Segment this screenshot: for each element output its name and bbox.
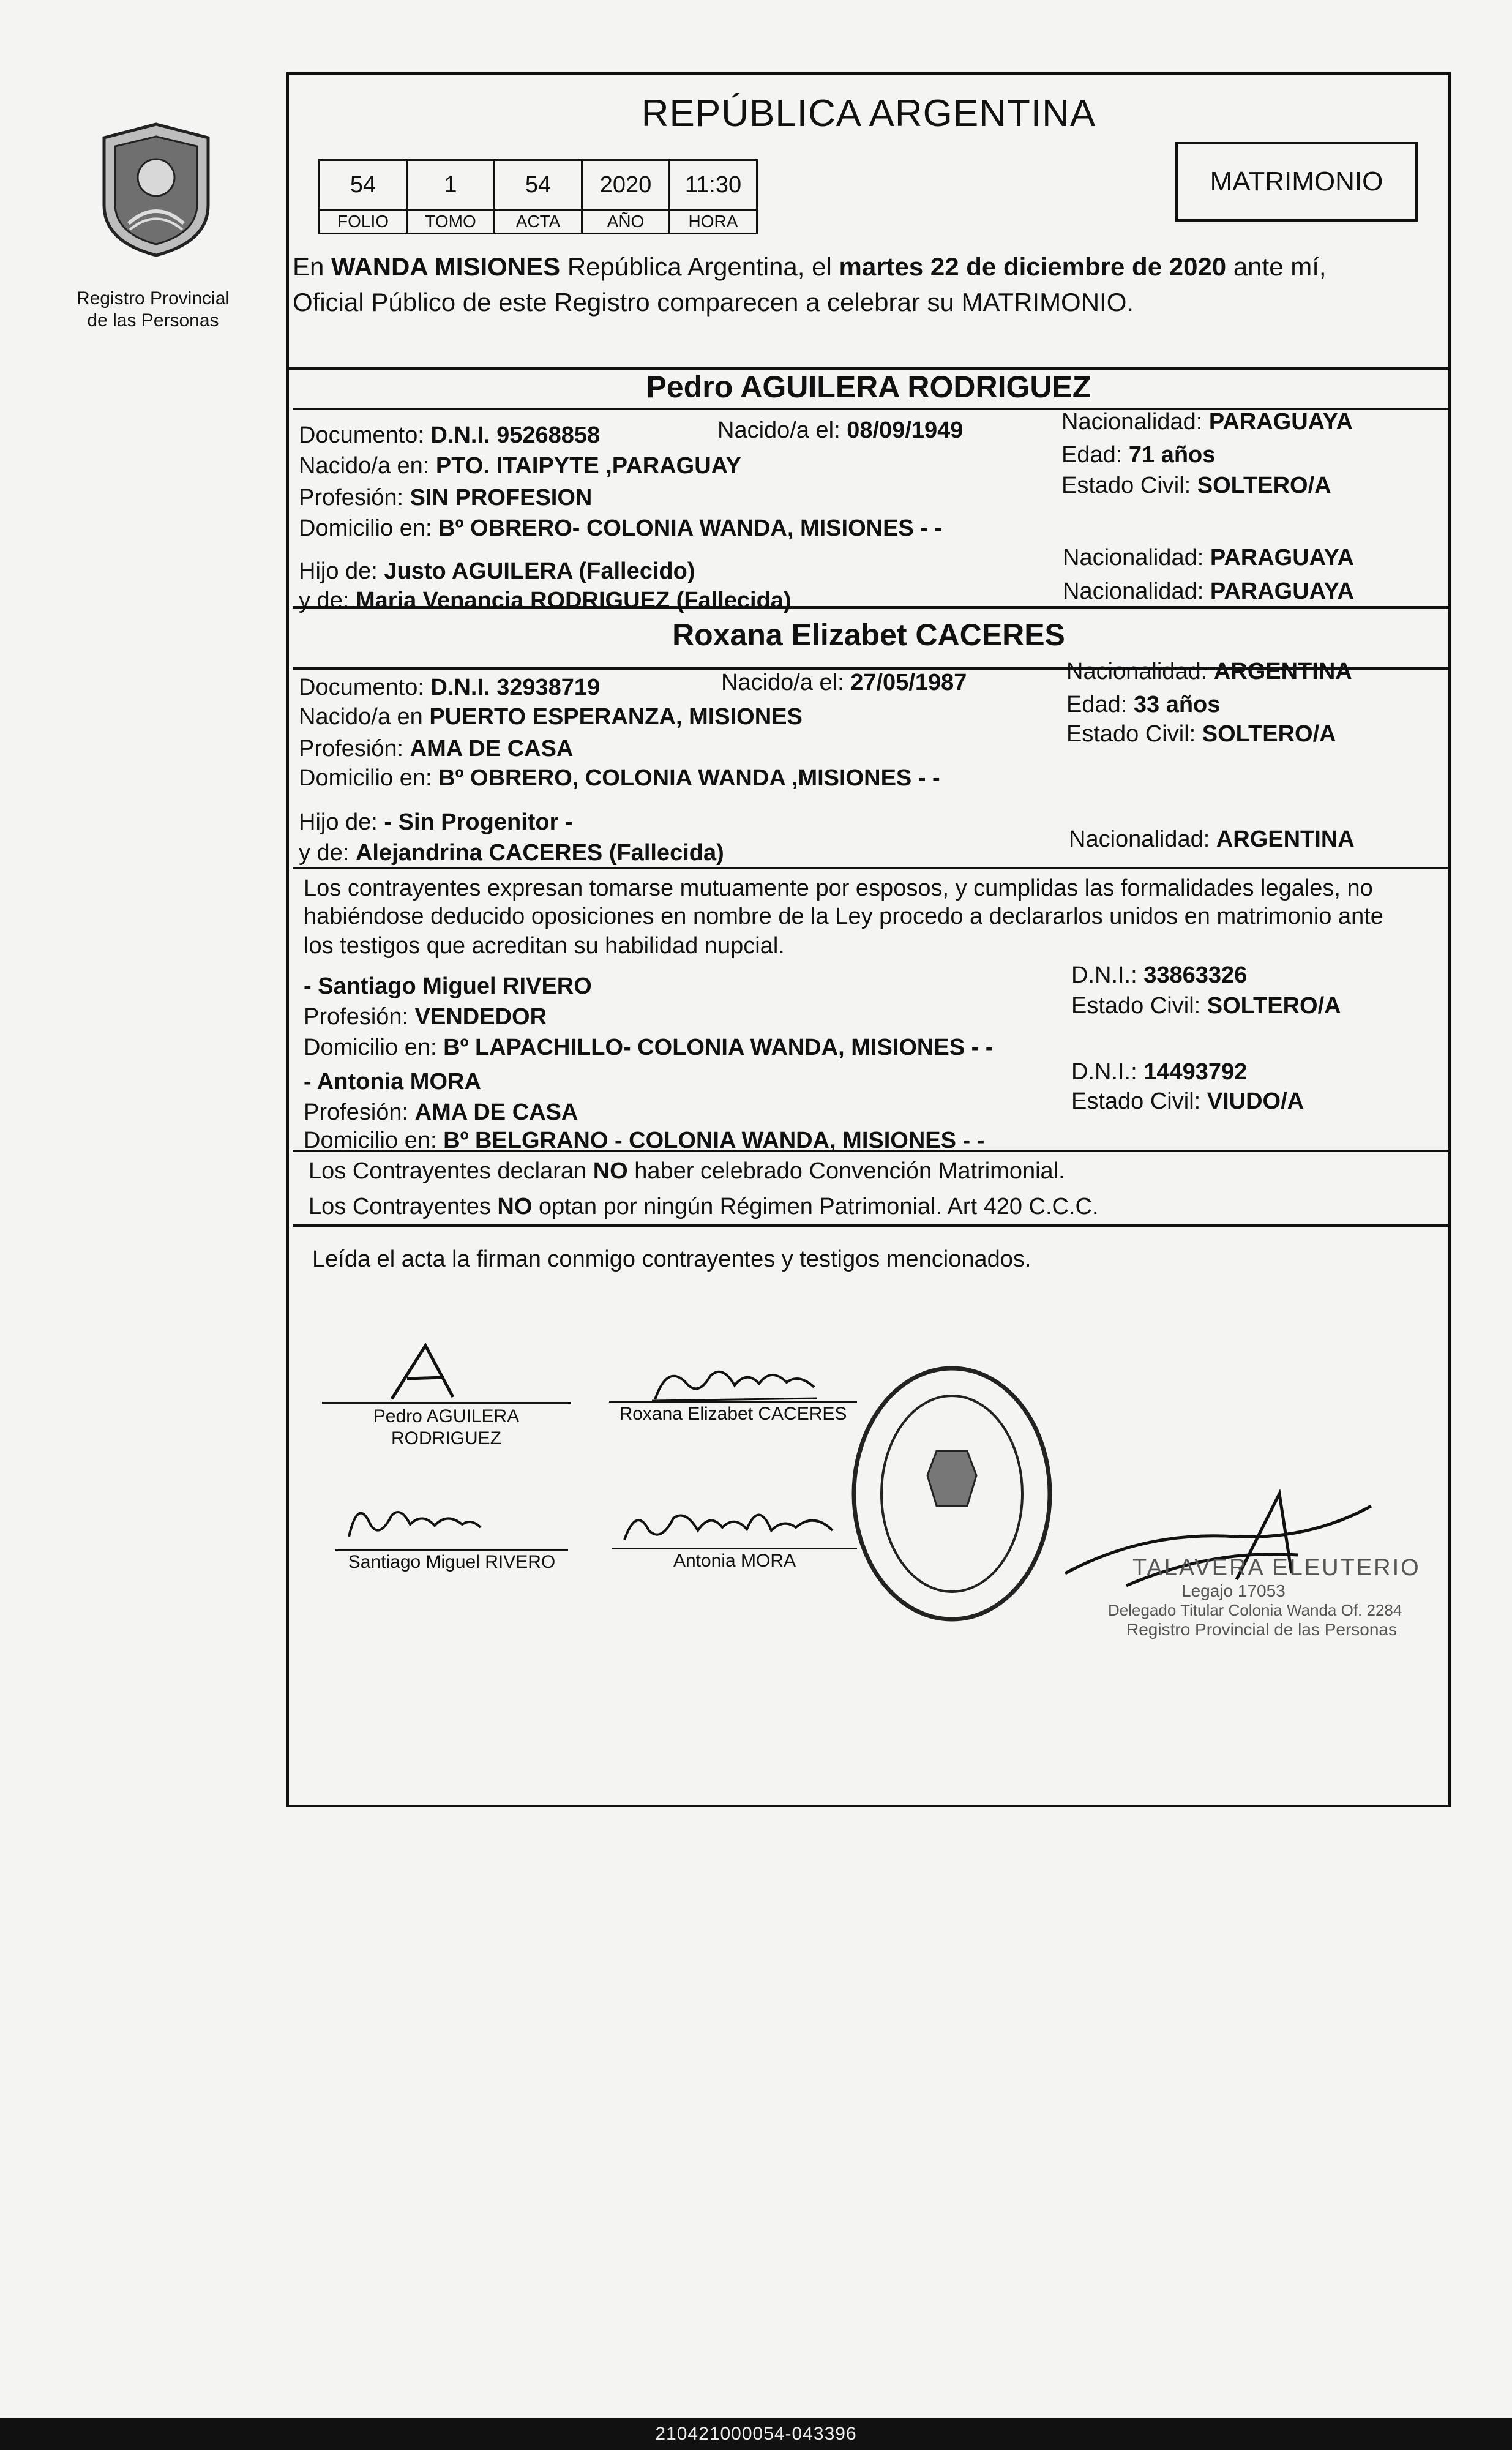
declaration-line2: habiéndose deducido oposiciones en nombre de la Ley procedo a declararlos unidos en matrimonio ante — [304, 904, 1383, 929]
divider — [293, 606, 1451, 609]
regime-line2 — [309, 1194, 1099, 1220]
value: Bº OBRERO, COLONIA WANDA ,MISIONES - - — [438, 765, 940, 791]
witness1-address — [304, 1035, 993, 1061]
value: SIN PROFESION — [410, 485, 593, 511]
label: Domicilio en: — [299, 515, 439, 541]
closing-statement: Leída el acta la firman conmigo contrayentes y testigos mencionados. — [312, 1246, 1031, 1272]
witness1-name: - Santiago Miguel RIVERO — [304, 973, 592, 999]
hour-label: HORA — [670, 210, 757, 234]
sig-name-line: RODRIGUEZ — [391, 1428, 501, 1448]
official-round-stamp — [845, 1359, 1059, 1628]
witness2-civil-status — [1071, 1088, 1304, 1115]
label: Nacido/a el: — [721, 670, 851, 695]
label: Nacionalidad: — [1069, 826, 1216, 852]
value: VENDEDOR — [414, 1004, 547, 1030]
value: Bº BELGRANO - COLONIA WANDA, MISIONES - - — [443, 1128, 985, 1153]
witness2-profession — [304, 1100, 578, 1126]
value: D.N.I. 32938719 — [430, 675, 601, 700]
label: Nacionalidad: — [1061, 409, 1209, 435]
spouse2-document — [299, 675, 600, 701]
spouse1-civil-status — [1061, 473, 1331, 499]
spouse1-mother-nationality — [1063, 579, 1354, 605]
label: y de: — [299, 840, 356, 866]
witness2-dni — [1071, 1059, 1247, 1085]
spouse2-birthdate — [721, 670, 967, 696]
value: AMA DE CASA — [410, 736, 574, 762]
intro-line2: Oficial Público de este Registro comparecen a celebrar su MATRIMONIO. — [293, 288, 1134, 317]
signature-line — [612, 1548, 857, 1549]
document-barcode-number: 210421000054-043396 — [655, 2424, 857, 2444]
label: Domicilio en: — [304, 1035, 444, 1060]
witness1-civil-status — [1071, 993, 1341, 1019]
emblem-caption-line1: Registro Provincial — [76, 288, 230, 309]
text: Los Contrayentes declaran — [309, 1158, 593, 1184]
intro-text-b: República Argentina, el — [560, 252, 839, 281]
label: Estado Civil: — [1061, 473, 1197, 498]
emblem-caption — [61, 288, 245, 332]
intro-line1 — [293, 250, 1327, 284]
spouse2-address — [299, 765, 940, 792]
value: PTO. ITAIPYTE ,PARAGUAY — [435, 453, 741, 479]
spouse1-age — [1061, 442, 1215, 468]
value: D.N.I. 95268858 — [430, 422, 601, 448]
spouse1-profession — [299, 485, 592, 511]
spouse2-profession — [299, 736, 573, 762]
value: AMA DE CASA — [414, 1100, 578, 1125]
label: Domicilio en: — [304, 1128, 444, 1153]
spouse2-name: Roxana Elizabet CACERES — [672, 618, 1065, 652]
spouse2-mother-nationality — [1069, 826, 1355, 853]
label: Documento: — [299, 675, 431, 700]
value: 08/09/1949 — [847, 418, 964, 443]
signature-scribble-4 — [618, 1494, 839, 1549]
value: Justo AGUILERA (Fallecido) — [384, 558, 695, 584]
signature-name-2: Roxana Elizabet CACERES — [619, 1404, 847, 1424]
value: Maria Venancia RODRIGUEZ (Fallecida) — [355, 588, 792, 613]
value: PARAGUAYA — [1208, 409, 1353, 435]
spouse1-birthplace — [299, 453, 741, 479]
value: PARAGUAYA — [1210, 545, 1354, 571]
spouse2-age — [1066, 692, 1220, 718]
label: Documento: — [299, 422, 431, 448]
value: 27/05/1987 — [850, 670, 967, 695]
value: PARAGUAYA — [1210, 579, 1354, 604]
label: Nacionalidad: — [1063, 579, 1210, 604]
spouse2-birthplace — [299, 704, 803, 730]
spouse2-father — [299, 809, 573, 836]
spouse1-mother — [299, 588, 792, 614]
year-value: 2020 — [582, 160, 670, 210]
year-label: AÑO — [582, 210, 670, 234]
official-legajo: Legajo 17053 — [1181, 1581, 1286, 1600]
witness1-dni — [1071, 962, 1247, 989]
signature-name-3: Santiago Miguel RIVERO — [348, 1552, 556, 1572]
value: SOLTERO/A — [1197, 473, 1331, 498]
label: D.N.I.: — [1071, 962, 1144, 988]
value: 33863326 — [1143, 962, 1248, 988]
spouse2-civil-status — [1066, 721, 1336, 747]
witness2-name: - Antonia MORA — [304, 1069, 481, 1095]
spouse1-father — [299, 558, 695, 585]
signature-scribble-1 — [380, 1341, 471, 1402]
signature-name-4: Antonia MORA — [673, 1551, 796, 1571]
label: Profesión: — [304, 1004, 415, 1030]
regime-line1 — [309, 1158, 1065, 1185]
folio-label: FOLIO — [320, 210, 407, 234]
spouse2-mother — [299, 840, 724, 866]
value: 33 años — [1133, 692, 1221, 717]
acta-value: 54 — [495, 160, 582, 210]
value: Alejandrina CACERES (Fallecida) — [355, 840, 724, 866]
declaration-line3: los testigos que acreditan su habilidad nupcial. — [304, 933, 785, 959]
folio-value: 54 — [320, 160, 407, 210]
tomo-value: 1 — [407, 160, 495, 210]
province-seal-emblem — [92, 119, 220, 260]
signature-line — [609, 1401, 857, 1403]
signature-scribble-3 — [343, 1494, 484, 1543]
intro-date: martes 22 de diciembre de 2020 — [839, 252, 1227, 281]
value: ARGENTINA — [1216, 826, 1355, 852]
official-role: Delegado Titular Colonia Wanda Of. 2284 — [1108, 1601, 1402, 1619]
label: Nacido/a en: — [299, 453, 436, 479]
label: y de: — [299, 588, 356, 613]
label: D.N.I.: — [1071, 1059, 1144, 1085]
page-title: REPÚBLICA ARGENTINA — [641, 92, 1096, 135]
spouse1-nationality — [1061, 409, 1353, 435]
value: Bº OBRERO- COLONIA WANDA, MISIONES - - — [438, 515, 943, 541]
emphasis: NO — [497, 1194, 533, 1219]
label: Nacionalidad: — [1066, 659, 1214, 684]
label: Profesión: — [299, 485, 410, 511]
intro-place: WANDA MISIONES — [331, 252, 561, 281]
registry-table — [318, 159, 758, 234]
official-name: TALAVERA ELEUTERIO — [1132, 1555, 1421, 1581]
label: Domicilio en: — [299, 765, 439, 791]
text: optan por ningún Régimen Patrimonial. Art 420 C.C.C. — [532, 1194, 1099, 1219]
text: haber celebrado Convención Matrimonial. — [627, 1158, 1065, 1184]
value: PUERTO ESPERANZA, MISIONES — [429, 704, 803, 730]
value: - Sin Progenitor - — [384, 809, 573, 835]
divider — [293, 1150, 1451, 1152]
declaration-line1: Los contrayentes expresan tomarse mutuamente por esposos, y cumplidas las formalidades legales, no — [304, 875, 1373, 901]
spouse1-birthdate — [717, 418, 963, 444]
signature-name-1 — [322, 1406, 571, 1450]
value: 71 años — [1128, 442, 1216, 468]
label: Nacido/a en — [299, 704, 430, 730]
text: Los Contrayentes — [309, 1194, 498, 1219]
emphasis: NO — [593, 1158, 628, 1184]
divider — [293, 1224, 1451, 1227]
label: Nacionalidad: — [1063, 545, 1210, 571]
sig-name-line: Pedro AGUILERA — [373, 1406, 520, 1426]
label: Profesión: — [299, 736, 410, 762]
label: Estado Civil: — [1071, 1088, 1207, 1114]
spouse1-father-nationality — [1063, 545, 1354, 571]
value: 14493792 — [1143, 1059, 1248, 1085]
emblem-caption-line2: de las Personas — [87, 310, 219, 331]
intro-text-a: En — [293, 252, 332, 281]
label: Profesión: — [304, 1100, 415, 1125]
value: SOLTERO/A — [1207, 993, 1341, 1019]
acta-label: ACTA — [495, 210, 582, 234]
value: VIUDO/A — [1207, 1088, 1304, 1114]
official-office: Registro Provincial de las Personas — [1126, 1620, 1397, 1639]
tomo-label: TOMO — [407, 210, 495, 234]
signature-line — [335, 1549, 568, 1551]
spouse1-document — [299, 422, 600, 449]
spouse1-address — [299, 515, 942, 542]
act-type-box: MATRIMONIO — [1175, 142, 1418, 222]
label: Estado Civil: — [1071, 993, 1207, 1019]
label: Edad: — [1066, 692, 1134, 717]
label: Hijo de: — [299, 558, 384, 584]
label: Edad: — [1061, 442, 1129, 468]
label: Estado Civil: — [1066, 721, 1202, 747]
hour-value: 11:30 — [670, 160, 757, 210]
spouse2-nationality — [1066, 659, 1352, 685]
official-stamp-text — [1108, 1555, 1439, 1639]
intro-text-c: ante mí, — [1226, 252, 1327, 281]
label: Hijo de: — [299, 809, 384, 835]
value: Bº LAPACHILLO- COLONIA WANDA, MISIONES - - — [443, 1035, 994, 1060]
value: ARGENTINA — [1213, 659, 1352, 684]
signature-line — [322, 1402, 571, 1404]
spouse1-name: Pedro AGUILERA RODRIGUEZ — [646, 370, 1091, 404]
value: SOLTERO/A — [1202, 721, 1336, 747]
signature-scribble-2 — [649, 1358, 820, 1404]
label: Nacido/a el: — [717, 418, 847, 443]
divider — [293, 867, 1451, 869]
witness1-profession — [304, 1004, 547, 1030]
